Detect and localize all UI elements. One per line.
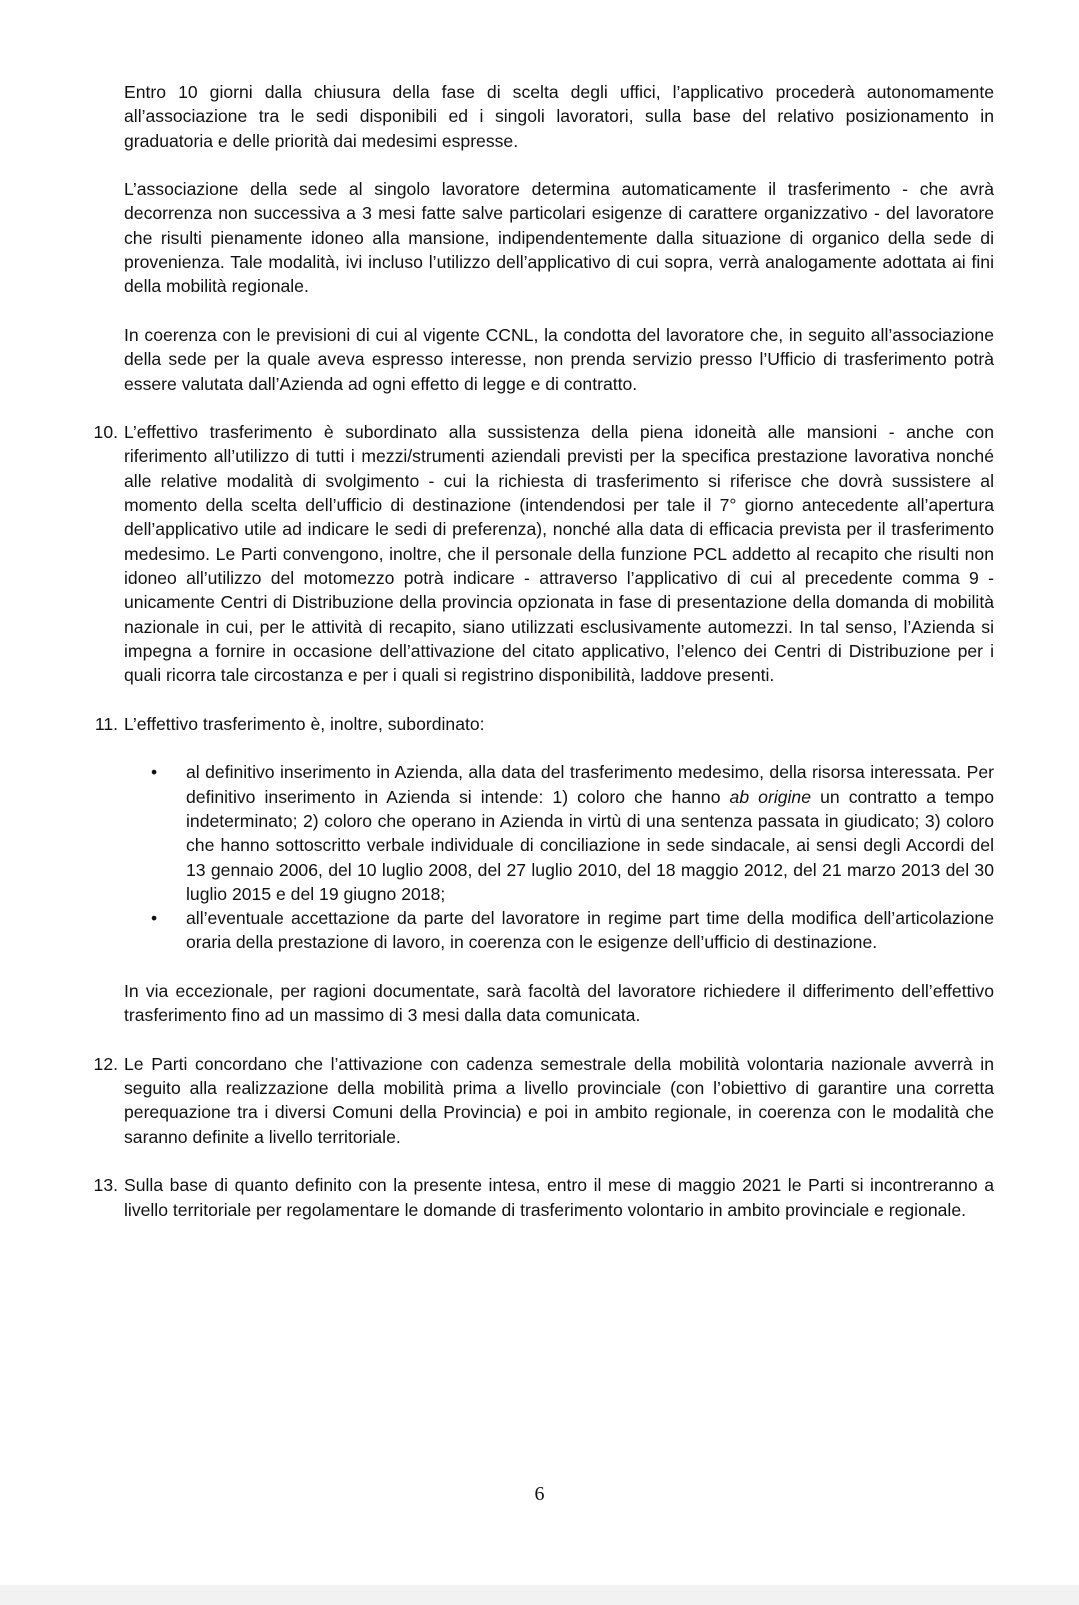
document-body — [93, 80, 995, 1246]
bullet-text-part: un contratto a tempo indeterminato; 2) coloro che operano in Azienda in virtù di una sentenza passata in giudicato; 3) coloro che hanno sottoscritto verbale individuale di conciliazione in sede sindacale, ai sensi degli Accordi del 13 gennaio 2006, del 10 luglio 2008, del 27 luglio 2010, del 18 maggio 2012, del 21 marzo 2013 del 30 luglio 2015 e del 19 giugno 2018; — [186, 786, 995, 904]
list-item-10 — [93, 420, 994, 687]
item-number: 12. — [93, 1053, 118, 1074]
item-number: 11. — [94, 713, 118, 734]
page-number: 6 — [534, 1483, 545, 1505]
list-item-11 — [94, 712, 995, 1028]
item-number: 13. — [93, 1175, 118, 1196]
list-item-12 — [93, 1052, 994, 1149]
bullet-icon: • — [151, 908, 158, 929]
italic-term: ab origine — [729, 786, 812, 807]
bullet-item-part-time — [124, 906, 994, 955]
paragraph-worker-conduct: In coerenza con le previsioni di cui al vigente CCNL, la condotta del lavoratore che, in seguito all’associazione della sede per la quale aveva espresso interesse, non prenda servizio presso l’Ufficio di trasferimento potrà essere valutata dall’Azienda ad ogni effetto di legge e di contratto. — [124, 324, 994, 394]
bullet-list — [124, 760, 994, 954]
bullet-text-part: al definitivo inserimento in Azienda, alla data del trasferimento medesimo, della risorsa interessata. Per definitivo inserimento in Azienda si intende: 1) coloro che hanno — [186, 762, 994, 807]
item-text: L’effettivo trasferimento è subordinato alla sussistenza della piena idoneità alle mansioni - anche con riferimento all’utilizzo di tutti i mezzi/strumenti aziendali previsti per la specifica prestazione lavorativa nonché alle relative modalità di svolgimento - cui la richiesta di trasferimento si riferisce che dovrà sussistere al momento della scelta dell’ufficio di destinazione (intendendosi per tale il 7° giorno antecedente all’apertura dell’applicativo utile ad indicare le sedi di preferenza), nonché alla data di efficacia prevista per il trasferimento medesimo. Le Parti convengono, inoltre, che il personale della funzione PCL addetto al recapito che risulti non idoneo all’utilizzo del motomezzo potrà indicare - attraverso l’applicativo di cui al precedente comma 9 - unicamente Centri di Distribuzione della provincia opzionata in fase di presentazione della domanda di mobilità nazionale in cui, per le attività di recapito, siano utilizzati esclusivamente automezzi. In tal senso, l’Azienda si impegna a fornire in occasione dell’attivazione del citato applicativo, l’elenco dei Centri di Distribuzione per i quali ricorra tale circostanza e per i quali si registrino disponibilità, laddove presenti. — [124, 422, 994, 686]
bullet-icon: • — [151, 762, 158, 783]
bullet-text: all’eventuale accettazione da parte del lavoratore in regime part time della modifica dell’articolazione oraria della prestazione di lavoro, in coerenza con le esigenze dell’ufficio di destinazione. — [186, 908, 994, 953]
item-number: 10. — [93, 422, 118, 443]
item-text: Sulla base di quanto definito con la presente intesa, entro il mese di maggio 2021 le Parti si incontreranno a livello territoriale per regolamentare le domande di trasferimento volontario in ambito provinciale e regionale. — [124, 1175, 994, 1220]
item-text: L’effettivo trasferimento è, inoltre, subordinato: — [124, 713, 485, 734]
paragraph-office-assignment: Entro 10 giorni dalla chiusura della fase di scelta degli uffici, l’applicativo procederà autonomamente all’associazione tra le sedi disponibili ed i singoli lavoratori, sulla base del relativo posizionamento in graduatoria e delle priorità dai medesimi espresse. — [124, 82, 994, 151]
viewer-bottom-edge — [0, 1585, 1079, 1605]
paragraph-deferral: In via eccezionale, per ragioni documentate, sarà facoltà del lavoratore richiedere il differimento dell’effettivo trasferimento fino ad un massimo di 3 mesi dalla data comunicata. — [124, 980, 994, 1026]
list-item-13 — [93, 1173, 994, 1222]
bullet-item-permanent-hire — [124, 760, 994, 906]
item-text: Le Parti concordano che l’attivazione con cadenza semestrale della mobilità volontaria nazionale avverrà in seguito alla realizzazione della mobilità prima a livello provinciale (con l’obiettivo di garantire una corretta perequazione tra i diversi Comuni della Provincia) e poi in ambito regionale, in coerenza con le modalità che saranno definite a livello territoriale. — [124, 1053, 994, 1147]
paragraph-automatic-transfer: L’associazione della sede al singolo lavoratore determina automaticamente il trasferimento - che avrà decorrenza non successiva a 3 mesi fatte salve particolari esigenze di carattere organizzativo - del lavoratore che risulti pienamente idoneo alla mansione, indipendentemente dalla situazione di organico della sede di provenienza. Tale modalità, ivi incluso l’utilizzo dell’applicativo di cui sopra, verrà analogamente adottata ai fini della mobilità regionale. — [124, 179, 994, 297]
